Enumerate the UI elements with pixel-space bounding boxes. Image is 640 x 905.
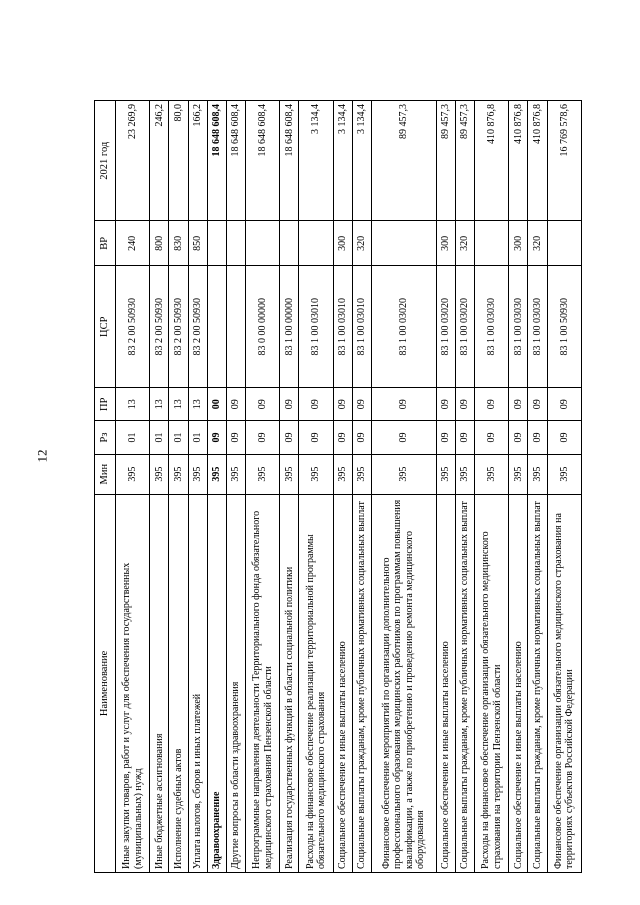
row-pr: 09	[352, 388, 371, 421]
row-rz: 09	[509, 421, 528, 454]
table-row	[207, 101, 226, 873]
row-vr	[299, 221, 333, 266]
row-rz: 09	[299, 421, 333, 454]
row-name: Социальное обеспечение и иные выплаты населению	[436, 494, 455, 872]
row-amount: 80,0	[169, 101, 188, 221]
row-vr	[246, 221, 280, 266]
table-row	[547, 101, 581, 873]
row-vr	[280, 221, 299, 266]
row-csr: 83 2 00 50930	[188, 266, 207, 388]
row-min: 395	[226, 454, 245, 494]
table-row	[436, 101, 455, 873]
row-amount: 89 457,3	[436, 101, 455, 221]
row-csr: 83 1 00 00000	[280, 266, 299, 388]
row-amount: 3 134,4	[299, 101, 333, 221]
table-row	[116, 101, 150, 873]
row-name: Непрограммные направления деятельности Территориального фонда обязательного медицинского страхования Пензенской области	[246, 494, 280, 872]
row-min: 395	[475, 454, 509, 494]
row-rz: 09	[455, 421, 474, 454]
table-row	[509, 101, 528, 873]
row-amount: 89 457,3	[372, 101, 437, 221]
row-min: 395	[246, 454, 280, 494]
header-pr: ПР	[95, 388, 116, 421]
row-name: Здравоохранение	[207, 494, 226, 872]
table-row	[372, 101, 437, 873]
row-amount: 246,2	[150, 101, 169, 221]
row-vr	[547, 221, 581, 266]
row-rz: 01	[169, 421, 188, 454]
row-amount: 16 769 578,6	[547, 101, 581, 221]
row-vr	[475, 221, 509, 266]
table-header-row	[95, 101, 116, 873]
table-row	[246, 101, 280, 873]
row-csr: 83 0 00 00000	[246, 266, 280, 388]
row-vr: 300	[436, 221, 455, 266]
row-min: 395	[188, 454, 207, 494]
row-name: Финансовое обеспечение мероприятий по организации дополнительного профессионального образования медицинских работников по программам повышения квалификации, а также по приобретению и проведению ремонта медицинского оборудования	[372, 494, 437, 872]
row-name: Расходы на финансовое обеспечение реализации территориальной программы обязательного медицинского страхования	[299, 494, 333, 872]
row-rz: 09	[333, 421, 352, 454]
row-pr: 13	[169, 388, 188, 421]
table-row	[352, 101, 371, 873]
row-rz: 09	[280, 421, 299, 454]
row-pr: 00	[207, 388, 226, 421]
row-amount: 3 134,4	[352, 101, 371, 221]
row-pr: 09	[509, 388, 528, 421]
row-name: Реализация государственных функций в области социальной политики	[280, 494, 299, 872]
row-csr: 83 1 00 03010	[352, 266, 371, 388]
table-body	[116, 101, 582, 873]
table-row	[169, 101, 188, 873]
budget-table	[94, 100, 582, 873]
row-pr: 09	[547, 388, 581, 421]
row-vr: 240	[116, 221, 150, 266]
row-rz: 09	[528, 421, 547, 454]
row-min: 395	[436, 454, 455, 494]
header-rz: Рз	[95, 421, 116, 454]
row-csr: 83 1 00 03010	[333, 266, 352, 388]
page-number: 12	[34, 449, 50, 463]
row-csr	[207, 266, 226, 388]
row-min: 395	[455, 454, 474, 494]
row-name: Расходы на финансовое обеспечение организации обязательного медицинского страхования на территории Пензенской области	[475, 494, 509, 872]
row-csr: 83 2 00 50930	[116, 266, 150, 388]
row-vr: 320	[352, 221, 371, 266]
table-row	[299, 101, 333, 873]
row-amount: 3 134,4	[333, 101, 352, 221]
row-min: 395	[150, 454, 169, 494]
row-name: Социальные выплаты гражданам, кроме публичных нормативных социальных выплат	[352, 494, 371, 872]
table-row	[333, 101, 352, 873]
table-row	[528, 101, 547, 873]
row-csr: 83 1 00 03020	[455, 266, 474, 388]
row-min: 395	[207, 454, 226, 494]
row-rz: 09	[372, 421, 437, 454]
row-pr: 09	[372, 388, 437, 421]
row-amount: 166,2	[188, 101, 207, 221]
budget-table-container	[94, 100, 582, 873]
table-row	[226, 101, 245, 873]
row-pr: 09	[299, 388, 333, 421]
row-rz: 09	[436, 421, 455, 454]
row-name: Социальные выплаты гражданам, кроме публичных нормативных социальных выплат	[528, 494, 547, 872]
row-name: Социальное обеспечение и иные выплаты населению	[333, 494, 352, 872]
row-csr: 83 1 00 03030	[475, 266, 509, 388]
row-rz: 01	[188, 421, 207, 454]
row-name: Социальные выплаты гражданам, кроме публичных нормативных социальных выплат	[455, 494, 474, 872]
row-rz: 09	[475, 421, 509, 454]
row-csr: 83 1 00 03020	[436, 266, 455, 388]
row-min: 395	[280, 454, 299, 494]
table-row	[188, 101, 207, 873]
row-csr: 83 1 00 03020	[372, 266, 437, 388]
table-row	[280, 101, 299, 873]
row-amount: 410 876,8	[528, 101, 547, 221]
header-min: Мин	[95, 454, 116, 494]
row-vr: 830	[169, 221, 188, 266]
row-min: 395	[528, 454, 547, 494]
table-row	[150, 101, 169, 873]
row-pr: 13	[116, 388, 150, 421]
row-rz: 09	[547, 421, 581, 454]
row-amount: 18 648 608,4	[246, 101, 280, 221]
row-csr: 83 2 00 50930	[169, 266, 188, 388]
row-pr: 13	[188, 388, 207, 421]
row-csr: 83 1 00 03030	[528, 266, 547, 388]
row-vr: 800	[150, 221, 169, 266]
row-min: 395	[299, 454, 333, 494]
row-rz: 01	[116, 421, 150, 454]
header-name: Наименование	[95, 494, 116, 872]
row-rz: 09	[207, 421, 226, 454]
row-min: 395	[547, 454, 581, 494]
header-csr: ЦСР	[95, 266, 116, 388]
row-csr: 83 1 00 50930	[547, 266, 581, 388]
row-pr: 13	[150, 388, 169, 421]
row-name: Исполнение судебных актов	[169, 494, 188, 872]
row-vr: 300	[509, 221, 528, 266]
row-amount: 410 876,8	[509, 101, 528, 221]
row-name: Иные бюджетные ассигнования	[150, 494, 169, 872]
row-csr	[226, 266, 245, 388]
row-csr: 83 1 00 03010	[299, 266, 333, 388]
row-pr: 09	[436, 388, 455, 421]
row-amount: 410 876,8	[475, 101, 509, 221]
row-rz: 01	[150, 421, 169, 454]
row-pr: 09	[246, 388, 280, 421]
row-pr: 09	[333, 388, 352, 421]
row-name: Финансовое обеспечение организации обязательного медицинского страхования на территориях субъектов Российской Федерации	[547, 494, 581, 872]
row-name: Другие вопросы в области здравоохранения	[226, 494, 245, 872]
row-rz: 09	[246, 421, 280, 454]
row-vr	[207, 221, 226, 266]
row-min: 395	[352, 454, 371, 494]
row-rz: 09	[352, 421, 371, 454]
row-vr: 320	[455, 221, 474, 266]
row-amount: 18 648 608,4	[207, 101, 226, 221]
row-rz: 09	[226, 421, 245, 454]
row-csr: 83 2 00 50930	[150, 266, 169, 388]
row-name: Социальное обеспечение и иные выплаты населению	[509, 494, 528, 872]
row-min: 395	[116, 454, 150, 494]
row-pr: 09	[226, 388, 245, 421]
row-min: 395	[169, 454, 188, 494]
row-name: Иные закупки товаров, работ и услуг для обеспечения государственных (муниципальных) нужд	[116, 494, 150, 872]
row-amount: 18 648 608,4	[280, 101, 299, 221]
row-vr	[226, 221, 245, 266]
row-amount: 18 648 608,4	[226, 101, 245, 221]
table-row	[475, 101, 509, 873]
row-vr: 300	[333, 221, 352, 266]
row-vr: 850	[188, 221, 207, 266]
row-pr: 09	[455, 388, 474, 421]
row-min: 395	[333, 454, 352, 494]
row-csr: 83 1 00 03030	[509, 266, 528, 388]
header-vr: ВР	[95, 221, 116, 266]
row-pr: 09	[280, 388, 299, 421]
table-row	[455, 101, 474, 873]
row-min: 395	[372, 454, 437, 494]
row-vr: 320	[528, 221, 547, 266]
row-pr: 09	[528, 388, 547, 421]
row-amount: 89 457,3	[455, 101, 474, 221]
row-pr: 09	[475, 388, 509, 421]
row-min: 395	[509, 454, 528, 494]
header-year: 2021 год	[95, 101, 116, 221]
row-name: Уплата налогов, сборов и иных платежей	[188, 494, 207, 872]
row-amount: 23 269,9	[116, 101, 150, 221]
row-vr	[372, 221, 437, 266]
